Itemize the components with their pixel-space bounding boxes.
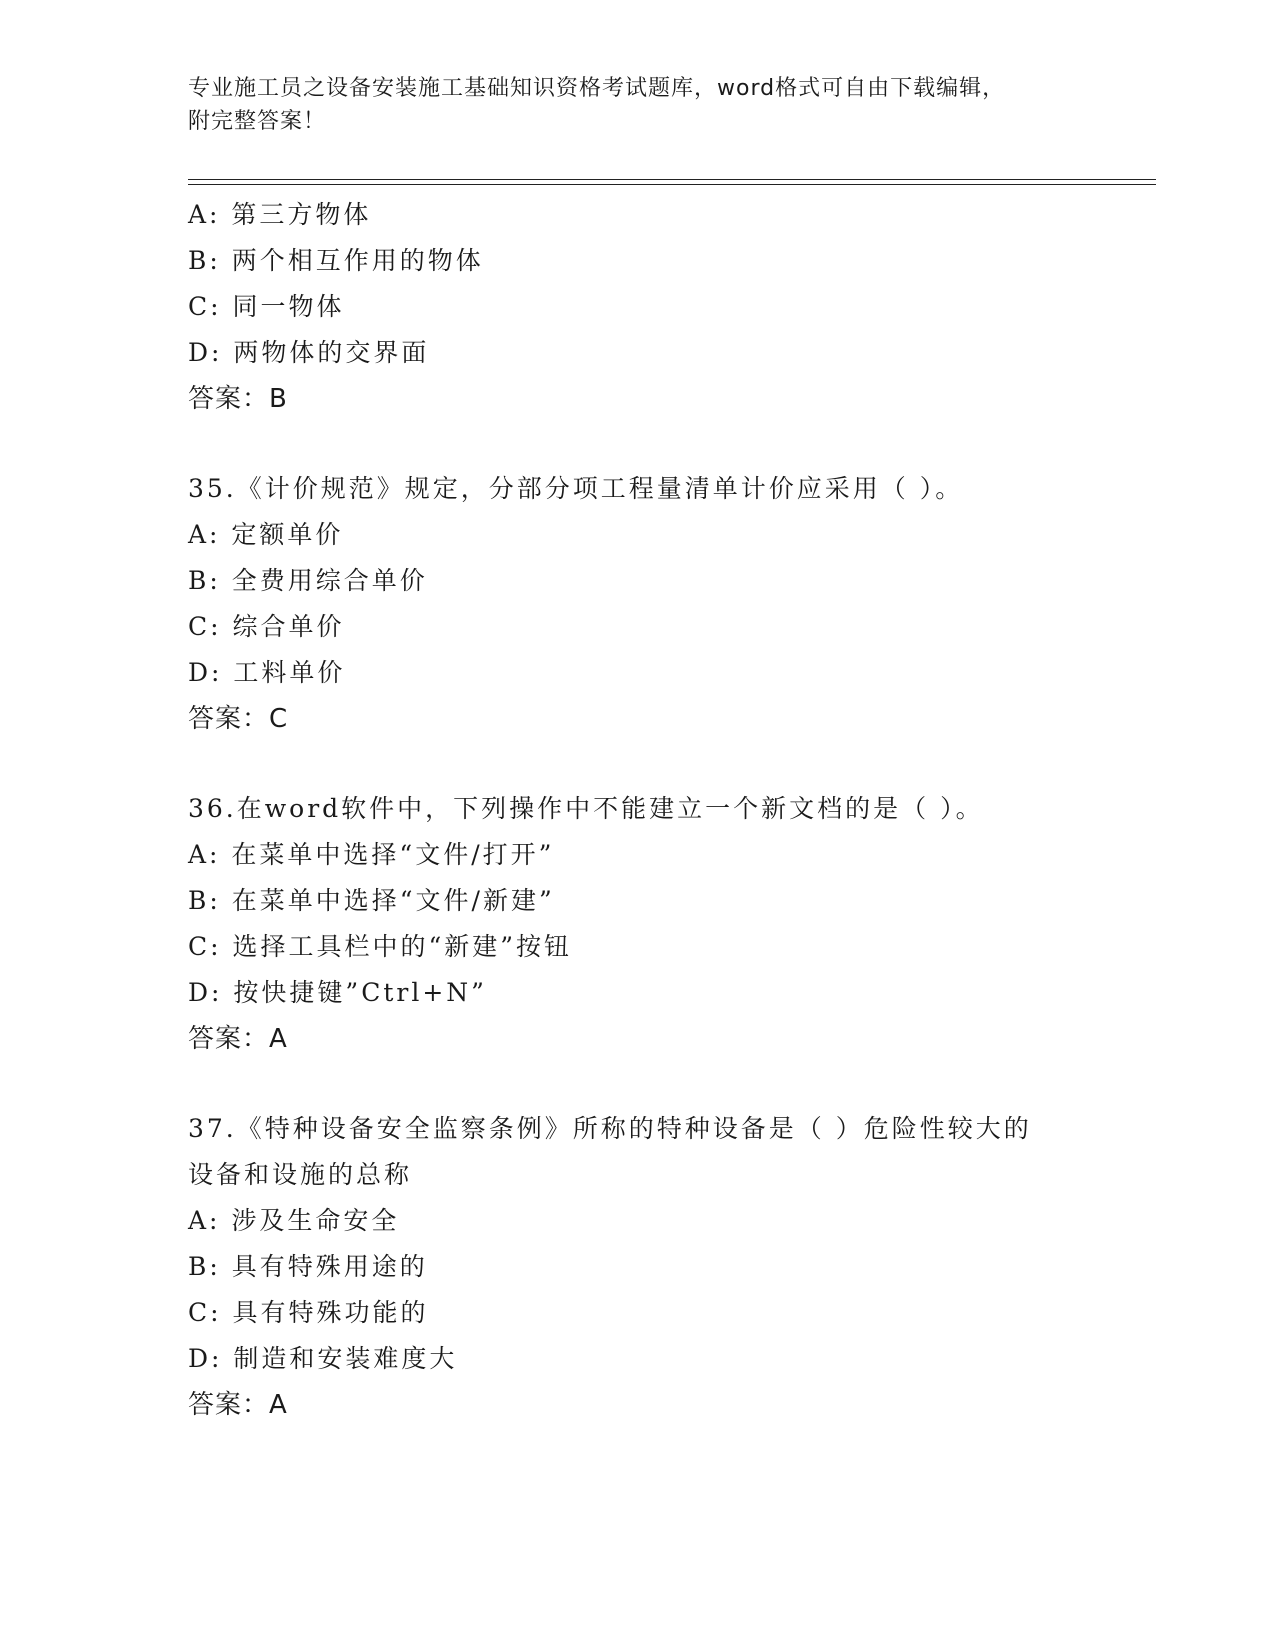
question-spacer — [188, 742, 1156, 786]
option-a: A: 定额单价 — [188, 520, 344, 549]
option-a: A: 涉及生命安全 — [188, 1206, 400, 1235]
header-line-2: 附完整答案！ — [188, 109, 327, 134]
question-list — [188, 192, 1156, 1428]
option-c: C: 选择工具栏中的“新建”按钮 — [188, 932, 573, 961]
option-c: C: 综合单价 — [188, 612, 345, 641]
option-d: D: 工料单价 — [188, 658, 346, 687]
question-stem-line-1: 37.《特种设备安全监察条例》所称的特种设备是（ ）危险性较大的 — [188, 1114, 1032, 1143]
header-line-1: 专业施工员之设备安装施工基础知识资格考试题库，word格式可自由下载编辑， — [188, 76, 1006, 101]
answer: 答案：C — [188, 704, 289, 734]
option-d: D: 制造和安装难度大 — [188, 1344, 458, 1373]
option-d: D: 两物体的交界面 — [188, 338, 430, 367]
option-b: B: 在菜单中选择“文件/新建” — [188, 886, 555, 915]
question-stem-line-2: 设备和设施的总称 — [188, 1160, 413, 1189]
document-header — [188, 72, 1088, 138]
question-stem: 36.在word软件中，下列操作中不能建立一个新文档的是（ ）。 — [188, 794, 984, 823]
question-spacer — [188, 1062, 1156, 1106]
option-a: A: 第三方物体 — [188, 200, 372, 229]
answer: 答案：A — [188, 1024, 288, 1054]
question-stem: 35.《计价规范》规定，分部分项工程量清单计价应采用（ ）。 — [188, 474, 964, 503]
option-c: C: 同一物体 — [188, 292, 345, 321]
header-divider-top — [188, 179, 1156, 180]
option-b: B: 全费用综合单价 — [188, 566, 428, 595]
question-34 — [188, 192, 1156, 422]
option-b: B: 两个相互作用的物体 — [188, 246, 484, 275]
question-35 — [188, 466, 1156, 742]
question-spacer — [188, 422, 1156, 466]
option-a: A: 在菜单中选择“文件/打开” — [188, 840, 555, 869]
header-divider-bottom — [188, 184, 1156, 185]
option-b: B: 具有特殊用途的 — [188, 1252, 428, 1281]
answer: 答案：B — [188, 384, 288, 414]
option-c: C: 具有特殊功能的 — [188, 1298, 429, 1327]
question-37 — [188, 1106, 1156, 1428]
option-d: D: 按快捷键”Ctrl+N” — [188, 978, 487, 1007]
answer: 答案：A — [188, 1390, 288, 1420]
question-36 — [188, 786, 1156, 1062]
